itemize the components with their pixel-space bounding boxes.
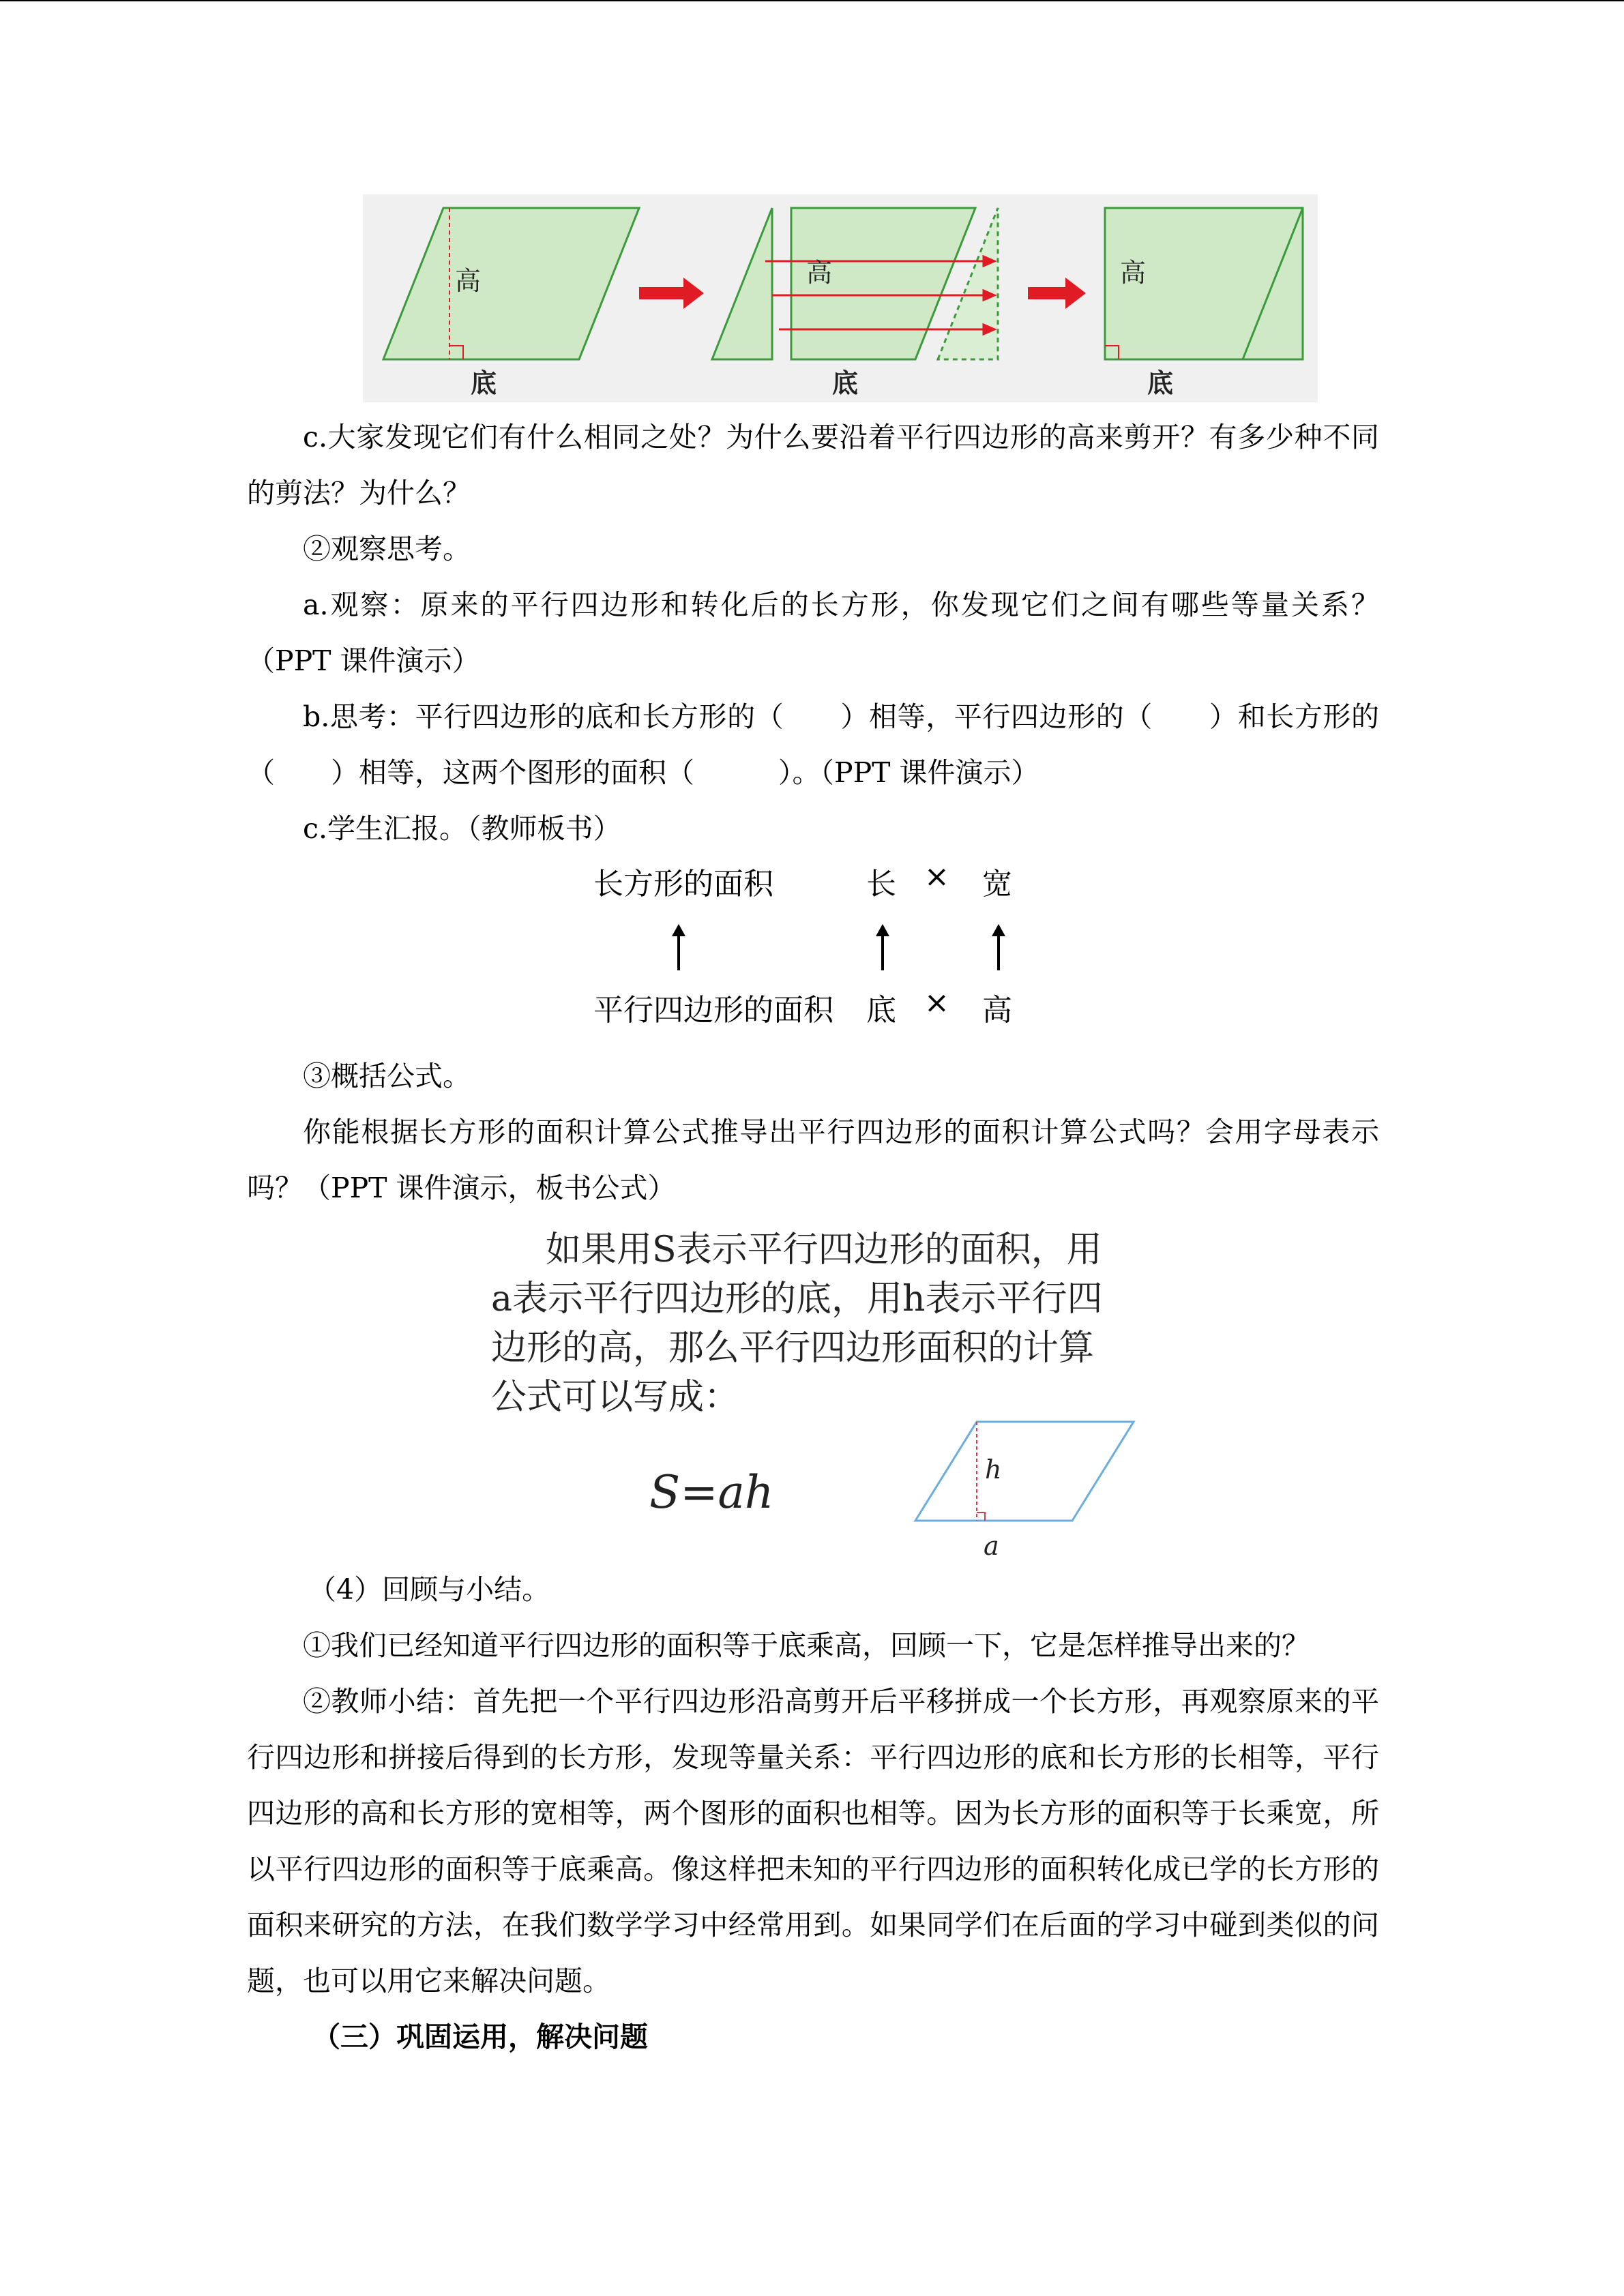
height-label-3: 高 [1120,258,1147,288]
paragraph-summarize-formula: ③概括公式。 [303,1060,471,1092]
page-top-border [0,0,1624,1]
paragraph-report: c.学生汇报。（教师板书） [303,812,621,845]
times-sign-1: × [924,859,949,894]
base-label-3: 底 [1147,368,1174,398]
paragraph-think: b.思考：平行四边形的底和长方形的（ ）相等，平行四边形的（ ）和长方形的（ ）相等，这两个图形的面积（ ）。（PPT 课件演示） [247,700,1379,789]
h-label: h [985,1455,1002,1485]
textbook-line-4: 公式可以写成： [491,1377,740,1418]
textbook-excerpt [486,1221,1140,1562]
paragraph-derive-formula: 你能根据长方形的面积计算公式推导出平行四边形的面积计算公式吗？会用字母表示吗？（PPT 课件演示，板书公式） [247,1116,1379,1204]
up-arrow-icon-3 [985,924,1012,972]
up-arrow-icon-2 [869,924,896,972]
parallelogram-ah-diagram [909,1418,1140,1562]
times-sign-2: × [924,985,949,1020]
paragraph-teacher-summary: ②教师小结：首先把一个平行四边形沿高剪开后平移拼成一个长方形，再观察原来的平行四边形和拼接后得到的长方形，发现等量关系：平行四边形的底和长方形的长相等，平行四边形的高和长方形的宽相等，两个图形的面积也相等。因为长方形的面积等于长乘宽，所以平行四边形的面积等于底乘高。像这样把未知的平行四边形的面积转化成已学的长方形的面积来研究的方法，在我们数学学习中经常用到。如果同学们在后面的学习中碰到类似的问题，也可以用它来解决问题。 [247,1685,1379,1997]
height-label: 高 [982,993,1012,1028]
length-label: 长 [866,867,896,901]
textbook-line-3: 边形的高，那么平行四边形面积的计算 [491,1328,1095,1369]
section-heading: （三）巩固运用，解决问题 [312,2021,648,2053]
area-relation-diagram [587,859,1064,1043]
cut-and-shift-figure [363,194,1318,402]
paragraph-review-heading: （4）回顾与小结。 [308,1573,550,1606]
base-label-2: 底 [832,368,859,398]
rect-area-label: 长方形的面积 [593,867,773,901]
paragraph-review-question: ①我们已经知道平行四边形的面积等于底乘高，回顾一下，它是怎样推导出来的？ [303,1629,1310,1662]
base-label-1: 底 [471,368,497,398]
base-label: 底 [866,993,896,1028]
textbook-line-1: 如果用S表示平行四边形的面积，用 [546,1229,1102,1270]
up-arrow-icon-1 [665,924,692,972]
height-label-1: 高 [455,266,482,296]
height-label-2: 高 [806,258,833,288]
paragraph-observe: a.观察：原来的平行四边形和转化后的长方形，你发现它们之间有哪些等量关系？（PPT 课件演示） [247,588,1379,677]
paragraph-observe-think: ②观察思考。 [303,533,471,565]
area-formula: S=ah [649,1466,774,1519]
textbook-line-2: a表示平行四边形的底，用h表示平行四 [491,1279,1103,1320]
paragraph-same-points: c.大家发现它们有什么相同之处？为什么要沿着平行四边形的高来剪开？有多少种不同的剪法？为什么？ [247,421,1379,509]
width-label: 宽 [982,867,1012,901]
a-label: a [984,1531,999,1561]
para-area-label: 平行四边形的面积 [593,993,833,1028]
